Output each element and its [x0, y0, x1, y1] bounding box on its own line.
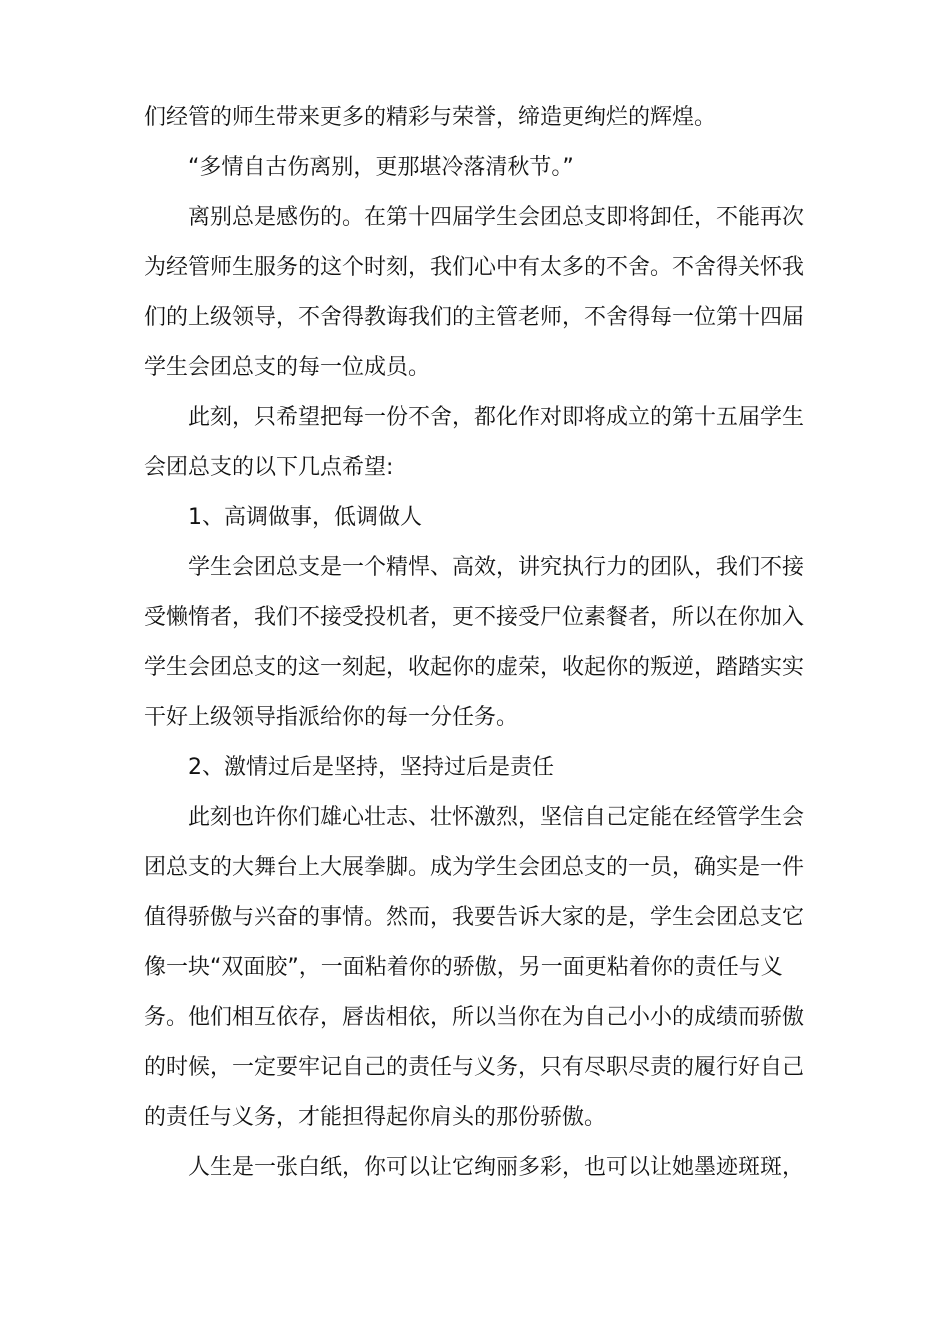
text-line: 们的上级领导，不舍得教诲我们的主管老师，不舍得每一位第十四届	[144, 305, 805, 330]
text-line: 团总支的大舞台上大展拳脚。成为学生会团总支的一员，确实是一件	[144, 855, 805, 880]
text-line: 的责任与义务，才能担得起你肩头的那份骄傲。	[144, 1105, 607, 1130]
document-body	[144, 93, 820, 1193]
text-line: 干好上级领导指派给你的每一分任务。	[144, 705, 519, 730]
text-line: 为经管师生服务的这个时刻，我们心中有太多的不舍。不舍得关怀我	[144, 255, 805, 280]
text-line: 值得骄傲与兴奋的事情。然而，我要告诉大家的是，学生会团总支它	[144, 905, 805, 930]
text-line: 2、激情过后是坚持，坚持过后是责任	[188, 755, 554, 780]
text-line: 离别总是感伤的。在第十四届学生会团总支即将卸任，不能再次	[188, 205, 805, 230]
text-line: 此刻，只希望把每一份不舍，都化作对即将成立的第十五届学生	[188, 405, 805, 430]
text-line: 像一块“双面胶”，一面粘着你的骄傲，另一面更粘着你的责任与义	[144, 955, 783, 980]
text-line: 受懒惰者，我们不接受投机者，更不接受尸位素餐者，所以在你加入	[144, 605, 805, 630]
text-line: “多情自古伤离别，更那堪冷落清秋节。”	[188, 155, 574, 180]
text-line: 的时候，一定要牢记自己的责任与义务，只有尽职尽责的履行好自己	[144, 1055, 805, 1080]
text-line: 学生会团总支的每一位成员。	[144, 355, 431, 380]
text-line: 学生会团总支是一个精悍、高效，讲究执行力的团队，我们不接	[188, 555, 805, 580]
text-line: 会团总支的以下几点希望:	[144, 455, 394, 480]
text-line: 此刻也许你们雄心壮志、壮怀激烈，坚信自己定能在经管学生会	[188, 805, 805, 830]
text-line: 1、高调做事，低调做人	[188, 505, 422, 530]
text-line: 学生会团总支的这一刻起，收起你的虚荣，收起你的叛逆，踏踏实实	[144, 655, 805, 680]
text-line: 们经管的师生带来更多的精彩与荣誉，缔造更绚烂的辉煌。	[144, 105, 717, 130]
text-line: 人生是一张白纸，你可以让它绚丽多彩，也可以让她墨迹斑斑，	[188, 1155, 805, 1180]
text-line: 务。他们相互依存，唇齿相依，所以当你在为自己小小的成绩而骄傲	[144, 1005, 805, 1030]
